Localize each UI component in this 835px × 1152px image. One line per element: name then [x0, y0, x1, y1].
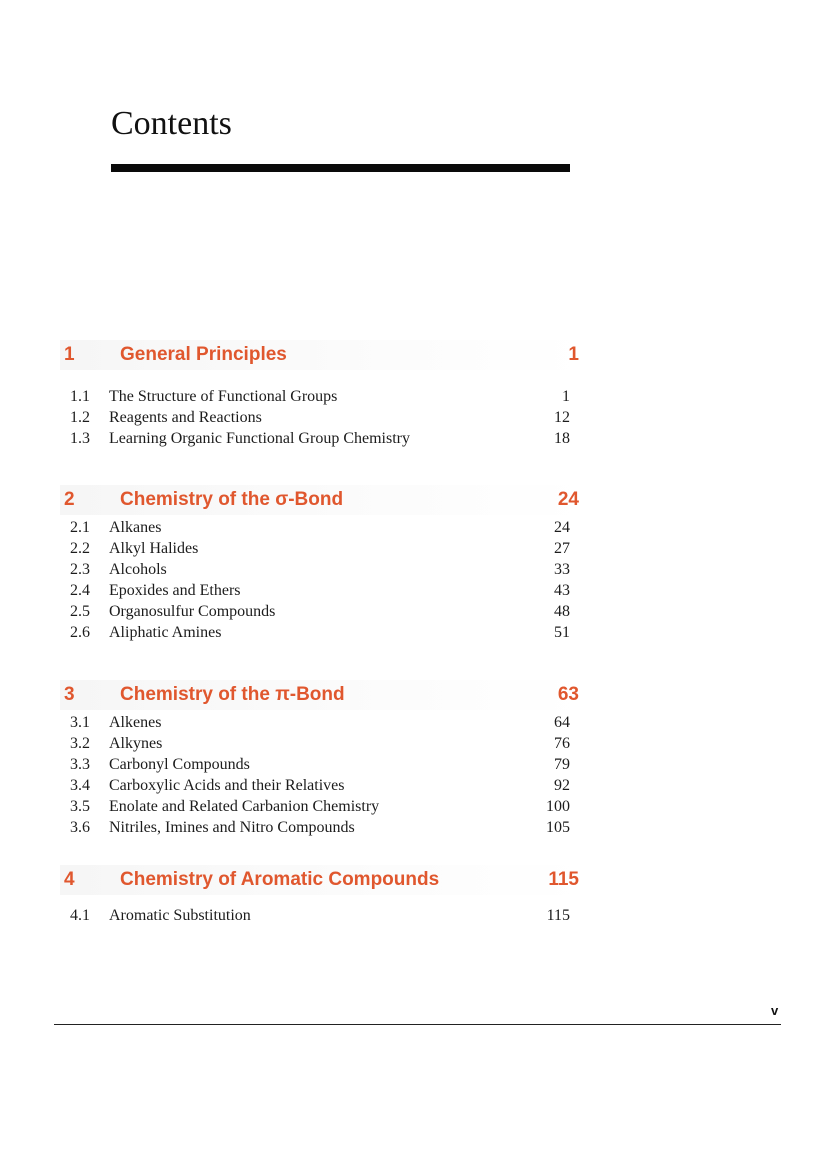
section-page: 100 — [546, 798, 570, 815]
toc-entry[interactable] — [60, 407, 585, 428]
page-folio: v — [771, 1003, 779, 1018]
section-title: The Structure of Functional Groups — [109, 388, 338, 405]
section-number: 3.5 — [70, 798, 90, 815]
section-title: Aromatic Substitution — [109, 907, 251, 924]
section-title: Reagents and Reactions — [109, 409, 262, 426]
toc-entry[interactable] — [60, 754, 585, 775]
toc-entry[interactable] — [60, 733, 585, 754]
section-page: 79 — [554, 756, 570, 773]
section-page: 115 — [546, 907, 570, 924]
toc-entry[interactable] — [60, 580, 585, 601]
section-number: 3.2 — [70, 735, 90, 752]
toc-entry[interactable] — [60, 817, 585, 838]
chapter-page: 24 — [557, 489, 579, 510]
section-number: 3.6 — [70, 819, 90, 836]
toc-entry[interactable] — [60, 601, 585, 622]
chapter-2 — [60, 485, 585, 643]
section-list — [60, 517, 585, 643]
page-title: Contents — [111, 105, 232, 142]
section-title: Nitriles, Imines and Nitro Compounds — [109, 819, 355, 836]
chapter-title: Chemistry of Aromatic Compounds — [120, 869, 440, 890]
section-page: 48 — [554, 603, 570, 620]
section-list — [60, 386, 585, 449]
section-number: 2.3 — [70, 561, 90, 578]
chapter-page: 1 — [568, 344, 579, 365]
section-page: 12 — [554, 409, 570, 426]
chapter-number: 3 — [64, 684, 75, 705]
section-number: 2.5 — [70, 603, 90, 620]
section-list — [60, 905, 585, 926]
toc-entry[interactable] — [60, 428, 585, 449]
toc-entry[interactable] — [60, 622, 585, 643]
section-page: 51 — [554, 624, 570, 641]
chapter-4 — [60, 865, 585, 926]
toc-entry[interactable] — [60, 386, 585, 407]
section-number: 2.4 — [70, 582, 90, 599]
section-title: Enolate and Related Carbanion Chemistry — [109, 798, 380, 815]
section-number: 3.1 — [70, 714, 90, 731]
section-number: 1.3 — [70, 430, 90, 447]
section-number: 1.1 — [70, 388, 90, 405]
section-number: 2.6 — [70, 624, 90, 641]
section-title: Alkynes — [109, 735, 163, 752]
chapter-title: Chemistry of the σ-Bond — [120, 489, 344, 510]
chapter-number: 2 — [64, 489, 75, 510]
section-title: Carboxylic Acids and their Relatives — [109, 777, 345, 794]
chapter-heading[interactable] — [60, 680, 585, 710]
section-title: Carbonyl Compounds — [109, 756, 250, 773]
chapter-number: 1 — [64, 344, 75, 365]
section-title: Aliphatic Amines — [109, 624, 222, 641]
toc-entry[interactable] — [60, 775, 585, 796]
section-page: 27 — [554, 540, 570, 557]
toc-entry[interactable] — [60, 796, 585, 817]
section-title: Learning Organic Functional Group Chemistry — [109, 430, 410, 447]
section-title: Alcohols — [109, 561, 167, 578]
section-title: Alkanes — [109, 519, 162, 536]
chapter-heading[interactable] — [60, 340, 585, 370]
section-title: Alkenes — [109, 714, 162, 731]
chapter-page: 63 — [557, 684, 579, 705]
section-page: 18 — [554, 430, 570, 447]
chapter-title: General Principles — [120, 344, 287, 365]
section-page: 76 — [554, 735, 570, 752]
chapter-3 — [60, 680, 585, 838]
section-number: 4.1 — [70, 907, 90, 924]
section-number: 2.2 — [70, 540, 90, 557]
chapter-number: 4 — [64, 869, 75, 890]
toc-entry[interactable] — [60, 517, 585, 538]
section-number: 1.2 — [70, 409, 90, 426]
toc-entry[interactable] — [60, 905, 585, 926]
toc-entry[interactable] — [60, 712, 585, 733]
toc-entry[interactable] — [60, 538, 585, 559]
section-page: 33 — [554, 561, 570, 578]
section-page: 24 — [554, 519, 570, 536]
section-number: 2.1 — [70, 519, 90, 536]
section-title: Epoxides and Ethers — [109, 582, 241, 599]
chapter-1 — [60, 340, 585, 449]
section-number: 3.3 — [70, 756, 90, 773]
section-page: 1 — [562, 388, 570, 405]
toc-entry[interactable] — [60, 559, 585, 580]
title-rule — [111, 164, 570, 172]
section-title: Organosulfur Compounds — [109, 603, 276, 620]
chapter-heading[interactable] — [60, 485, 585, 515]
section-page: 105 — [546, 819, 570, 836]
chapter-heading[interactable] — [60, 865, 585, 895]
section-page: 92 — [554, 777, 570, 794]
chapter-page: 115 — [548, 869, 579, 890]
footer-rule — [54, 1024, 781, 1025]
section-page: 43 — [554, 582, 570, 599]
chapter-title: Chemistry of the π-Bond — [120, 684, 345, 705]
section-page: 64 — [554, 714, 570, 731]
section-list — [60, 712, 585, 838]
section-number: 3.4 — [70, 777, 90, 794]
section-title: Alkyl Halides — [109, 540, 199, 557]
